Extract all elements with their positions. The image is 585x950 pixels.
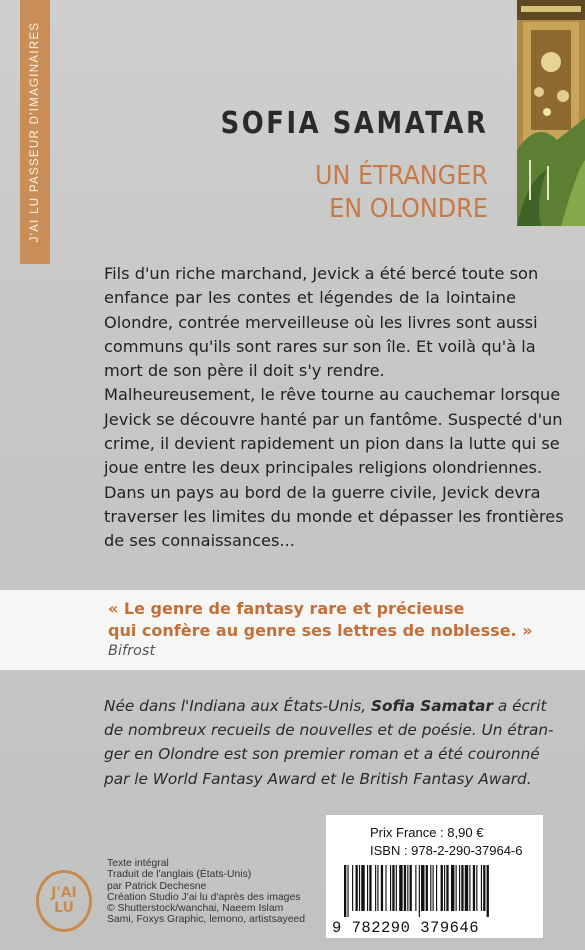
barcode-bar <box>356 865 358 911</box>
quote-line-2: qui confère au genre ses lettres de noblesse. » <box>108 621 533 640</box>
synopsis-line: communs qu'ils sont rares sur son île. Et voilà qu'à la <box>104 336 536 356</box>
barcode-bar <box>381 865 383 911</box>
barcode-bar <box>426 865 428 911</box>
price-box <box>326 815 543 938</box>
credit-line: © Shutterstock/wanchai, Naeem Islam <box>107 903 284 915</box>
barcode-bar <box>392 865 394 911</box>
author-bio <box>104 694 554 791</box>
publisher-logo <box>36 870 92 932</box>
barcode-bar <box>385 865 386 911</box>
barcode-bar <box>396 865 397 911</box>
barcode-bar <box>451 865 454 911</box>
quote-source: Bifrost <box>108 643 156 659</box>
bio-line-1 <box>104 694 547 718</box>
barcode-bar <box>461 865 463 911</box>
credit-line: par Patrick Dechesne <box>107 880 207 892</box>
barcode-bar <box>352 865 353 911</box>
synopsis-line: Olondre, contrée merveilleuse où les livres sont aussi <box>104 312 538 332</box>
barcode-bar <box>481 865 482 911</box>
synopsis-line: Fils d'un riche marchand, Jevick a été bercé toute son <box>104 264 539 283</box>
bio-line-3: ger en Olondre est son premier roman et a été couronné <box>104 745 540 764</box>
barcode-bar <box>483 865 485 911</box>
credits <box>107 858 337 926</box>
synopsis-line: joue entre les deux principales religions olondriennes. <box>104 458 543 478</box>
synopsis-line: Dans un pays au bord de la guerre civile, Jevick devra <box>104 482 541 502</box>
barcode-bar <box>441 865 443 911</box>
barcode-bar <box>404 865 406 911</box>
barcode-bar <box>410 865 412 911</box>
barcode-bar <box>407 865 408 911</box>
barcode-bar <box>369 865 371 911</box>
synopsis-line: Malheureusement, le rêve tourne au cauchemar lorsque <box>104 385 561 405</box>
synopsis-line: de ses connaissances... <box>104 531 295 551</box>
barcode-bar <box>469 865 470 911</box>
barcode-bar <box>344 865 346 917</box>
barcode-bar <box>399 865 402 911</box>
barcode-bar <box>444 865 445 911</box>
synopsis-line: Jevick se découvre hanté par un fantôme. Suspecté d'un <box>104 409 563 429</box>
barcode-bar <box>377 865 378 911</box>
bio-text: Née dans l'Indiana aux États-Unis, <box>104 697 372 715</box>
barcode-bar <box>459 865 460 911</box>
logo-line-2: LU <box>54 900 74 916</box>
synopsis-line: enfance par les contes et légendes de la lointaine <box>104 288 516 308</box>
barcode-bar <box>421 865 424 911</box>
synopsis-line: mort de son père il doit s'y rendre. <box>104 361 385 381</box>
cover-artwork <box>517 0 585 226</box>
barcode-bar <box>367 865 368 911</box>
barcode-digits: 9 782290 379646 <box>332 919 480 937</box>
barcode-bar <box>446 865 448 911</box>
review-quote <box>108 598 533 642</box>
barcode-bar <box>433 865 434 911</box>
artwork-illustration <box>517 0 585 226</box>
quote-line-1: « Le genre de fantasy rare et précieuse <box>108 599 465 618</box>
title-line-2: EN OLONDRE <box>329 194 488 224</box>
barcode-bar <box>415 865 416 911</box>
barcode-bar <box>430 865 431 911</box>
collection-strip <box>20 0 50 264</box>
book-title <box>315 160 488 226</box>
barcode-bar <box>465 865 468 911</box>
synopsis-line: crime, il devient rapidement un pion dans la lutte qui se <box>104 434 560 454</box>
barcode-bar <box>487 865 489 917</box>
synopsis-line: traverser les limites du monde et dépasser les frontières <box>104 506 564 526</box>
credit-line: Sami, Foxys Graphic, lemono, artistsayeed <box>107 914 306 926</box>
barcode-bar <box>359 865 360 911</box>
barcode-bar <box>390 865 391 911</box>
barcode-bar <box>375 865 376 911</box>
synopsis <box>104 262 564 554</box>
barcode-bar <box>473 865 475 911</box>
barcode-bar <box>476 865 477 911</box>
barcode-bar <box>361 865 364 911</box>
barcode-bar <box>456 865 457 911</box>
credit-line: Texte intégral <box>107 858 169 869</box>
bio-line-2: de nombreux recueils de nouvelles et de poésie. Un étran- <box>104 721 554 740</box>
isbn-label: ISBN : 978-2-290-37964-6 <box>370 843 523 858</box>
collection-label: J'AI LU PASSEUR D'IMAGINAIRES <box>29 21 41 243</box>
bio-text: a écrit <box>493 697 547 715</box>
barcode <box>340 865 530 917</box>
bio-author-name: Sofia Samatar <box>371 697 494 715</box>
barcode-bar <box>419 865 420 917</box>
credit-line: Traduit de l'anglais (États-Unis) <box>107 869 252 881</box>
barcode-bar <box>436 865 437 911</box>
logo-line-1: J'AI <box>51 885 77 901</box>
title-line-1: UN ÉTRANGER <box>315 161 488 191</box>
author-name: SOFIA SAMATAR <box>220 106 488 141</box>
barcode-bar <box>347 865 348 917</box>
bio-line-4: par le World Fantasy Award et le British Fantasy Award. <box>104 769 532 788</box>
price-label: Prix France : 8,90 € <box>370 825 484 840</box>
credit-line: Création Studio J'ai lu d'après des images <box>107 891 301 903</box>
